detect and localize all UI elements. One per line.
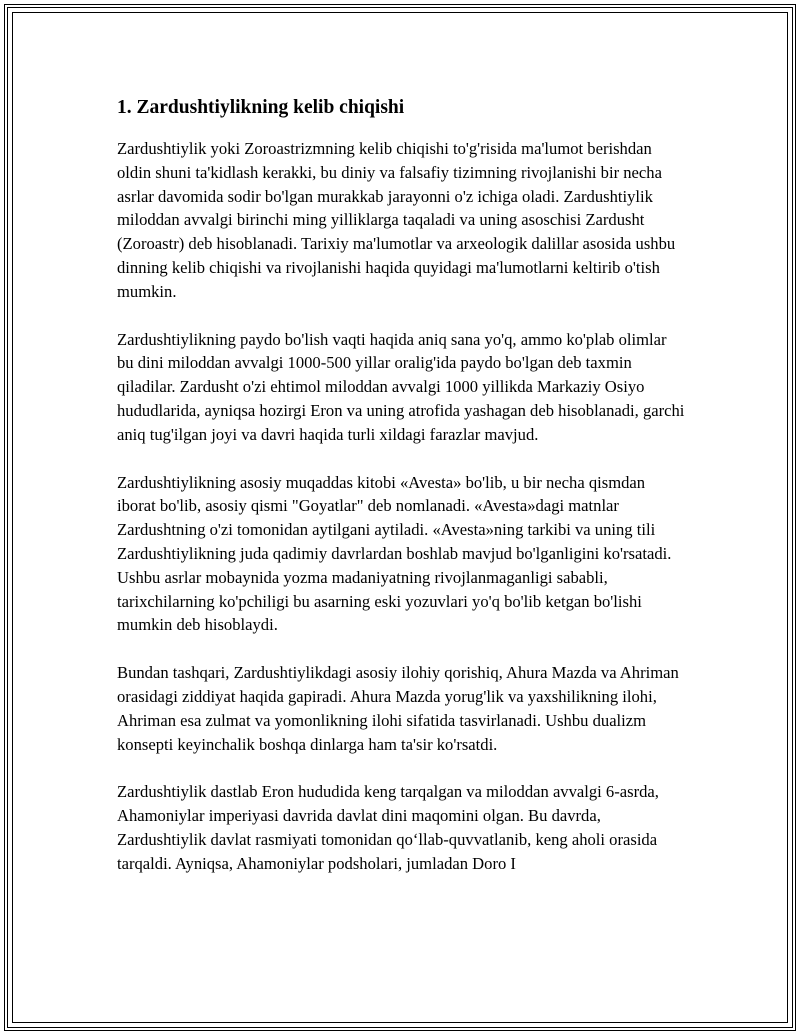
page-border [4,4,796,1031]
paragraph-1: Zardushtiylik yoki Zoroastrizmning kelib chiqishi to'g'risida ma'lumot berishdan oldin shuni ta'kidlash kerakki, bu diniy va falsafiy tizimning rivojlanishi bir necha asrlar davomida sodir bo'lgan murakkab jarayonni o'z ichiga oladi. Zardushtiylik miloddan avvalgi birinchi ming yilliklarga taqaladi va uning asoschisi Zardusht (Zoroastr) deb hisoblanadi. Tarixiy ma'lumotlar va arxeologik dalillar asosida ushbu dinning kelib chiqishi va rivojlanishi haqida quyidagi ma'lumotlarni keltirib o'tish mumkin. [117,139,676,301]
paragraph-5: Zardushtiylik dastlab Eron hududida keng tarqalgan va miloddan avvalgi 6-asrda, Ahamoniylar imperiyasi davrida davlat dini maqomini olgan. Bu davrda, Zardushtiylik davlat rasmiyati tomonidan qo‘llab-quvvatlanib, keng aholi orasida tarqaldi. Ayniqsa, Ahamoniylar podsholari, jumladan Doro I [117,782,659,873]
document-body [117,96,687,900]
paragraph-2: Zardushtiylikning paydo bo'lish vaqti haqida aniq sana yo'q, ammo ko'plab olimlar bu dini miloddan avvalgi 1000-500 yillar oralig'ida paydo bo'lgan deb taxmin qiladilar. Zardusht o'zi ehtimol miloddan avvalgi 1000 yillikda Markaziy Osiyo hududlarida, ayniqsa hozirgi Eron va uning atrofida yashagan deb hisoblanadi, garchi aniq tug'ilgan joyi va davri haqida turli xildagi farazlar mavjud. [117,329,685,444]
section-heading: 1. Zardushtiylikning kelib chiqishi [117,97,405,118]
paragraph-3: Zardushtiylikning asosiy muqaddas kitobi «Avesta» bo'lib, u bir necha qismdan iborat bo'lib, asosiy qismi "Goyatlar" deb nomlanadi. «Avesta»dagi matnlar Zardushtning o'zi tomonidan aytilgani aytiladi. «Avesta»ning tarkibi va uning tili Zardushtiylikning juda qadimiy davrlardan boshlab mavjud bo'lganligini ko'rsatadi. Ushbu asrlar mobaynida yozma madaniyatning rivojlanmaganligi sababli, tarixchilarning ko'pchiligi bu asarning eski yozuvlari yo'q bo'lib ketgan bo'lishi mumkin deb hisoblaydi. [117,472,672,635]
paragraph-4: Bundan tashqari, Zardushtiylikdagi asosiy ilohiy qorishiq, Ahura Mazda va Ahriman orasidagi ziddiyat haqida gapiradi. Ahura Mazda yorug'lik va yaxshilikning ilohi, Ahriman esa zulmat va yomonlikning ilohi sifatida tasvirlanadi. Ushbu dualizm konsepti keyinchalik boshqa dinlarga ham ta'sir ko'rsatdi. [117,663,679,754]
